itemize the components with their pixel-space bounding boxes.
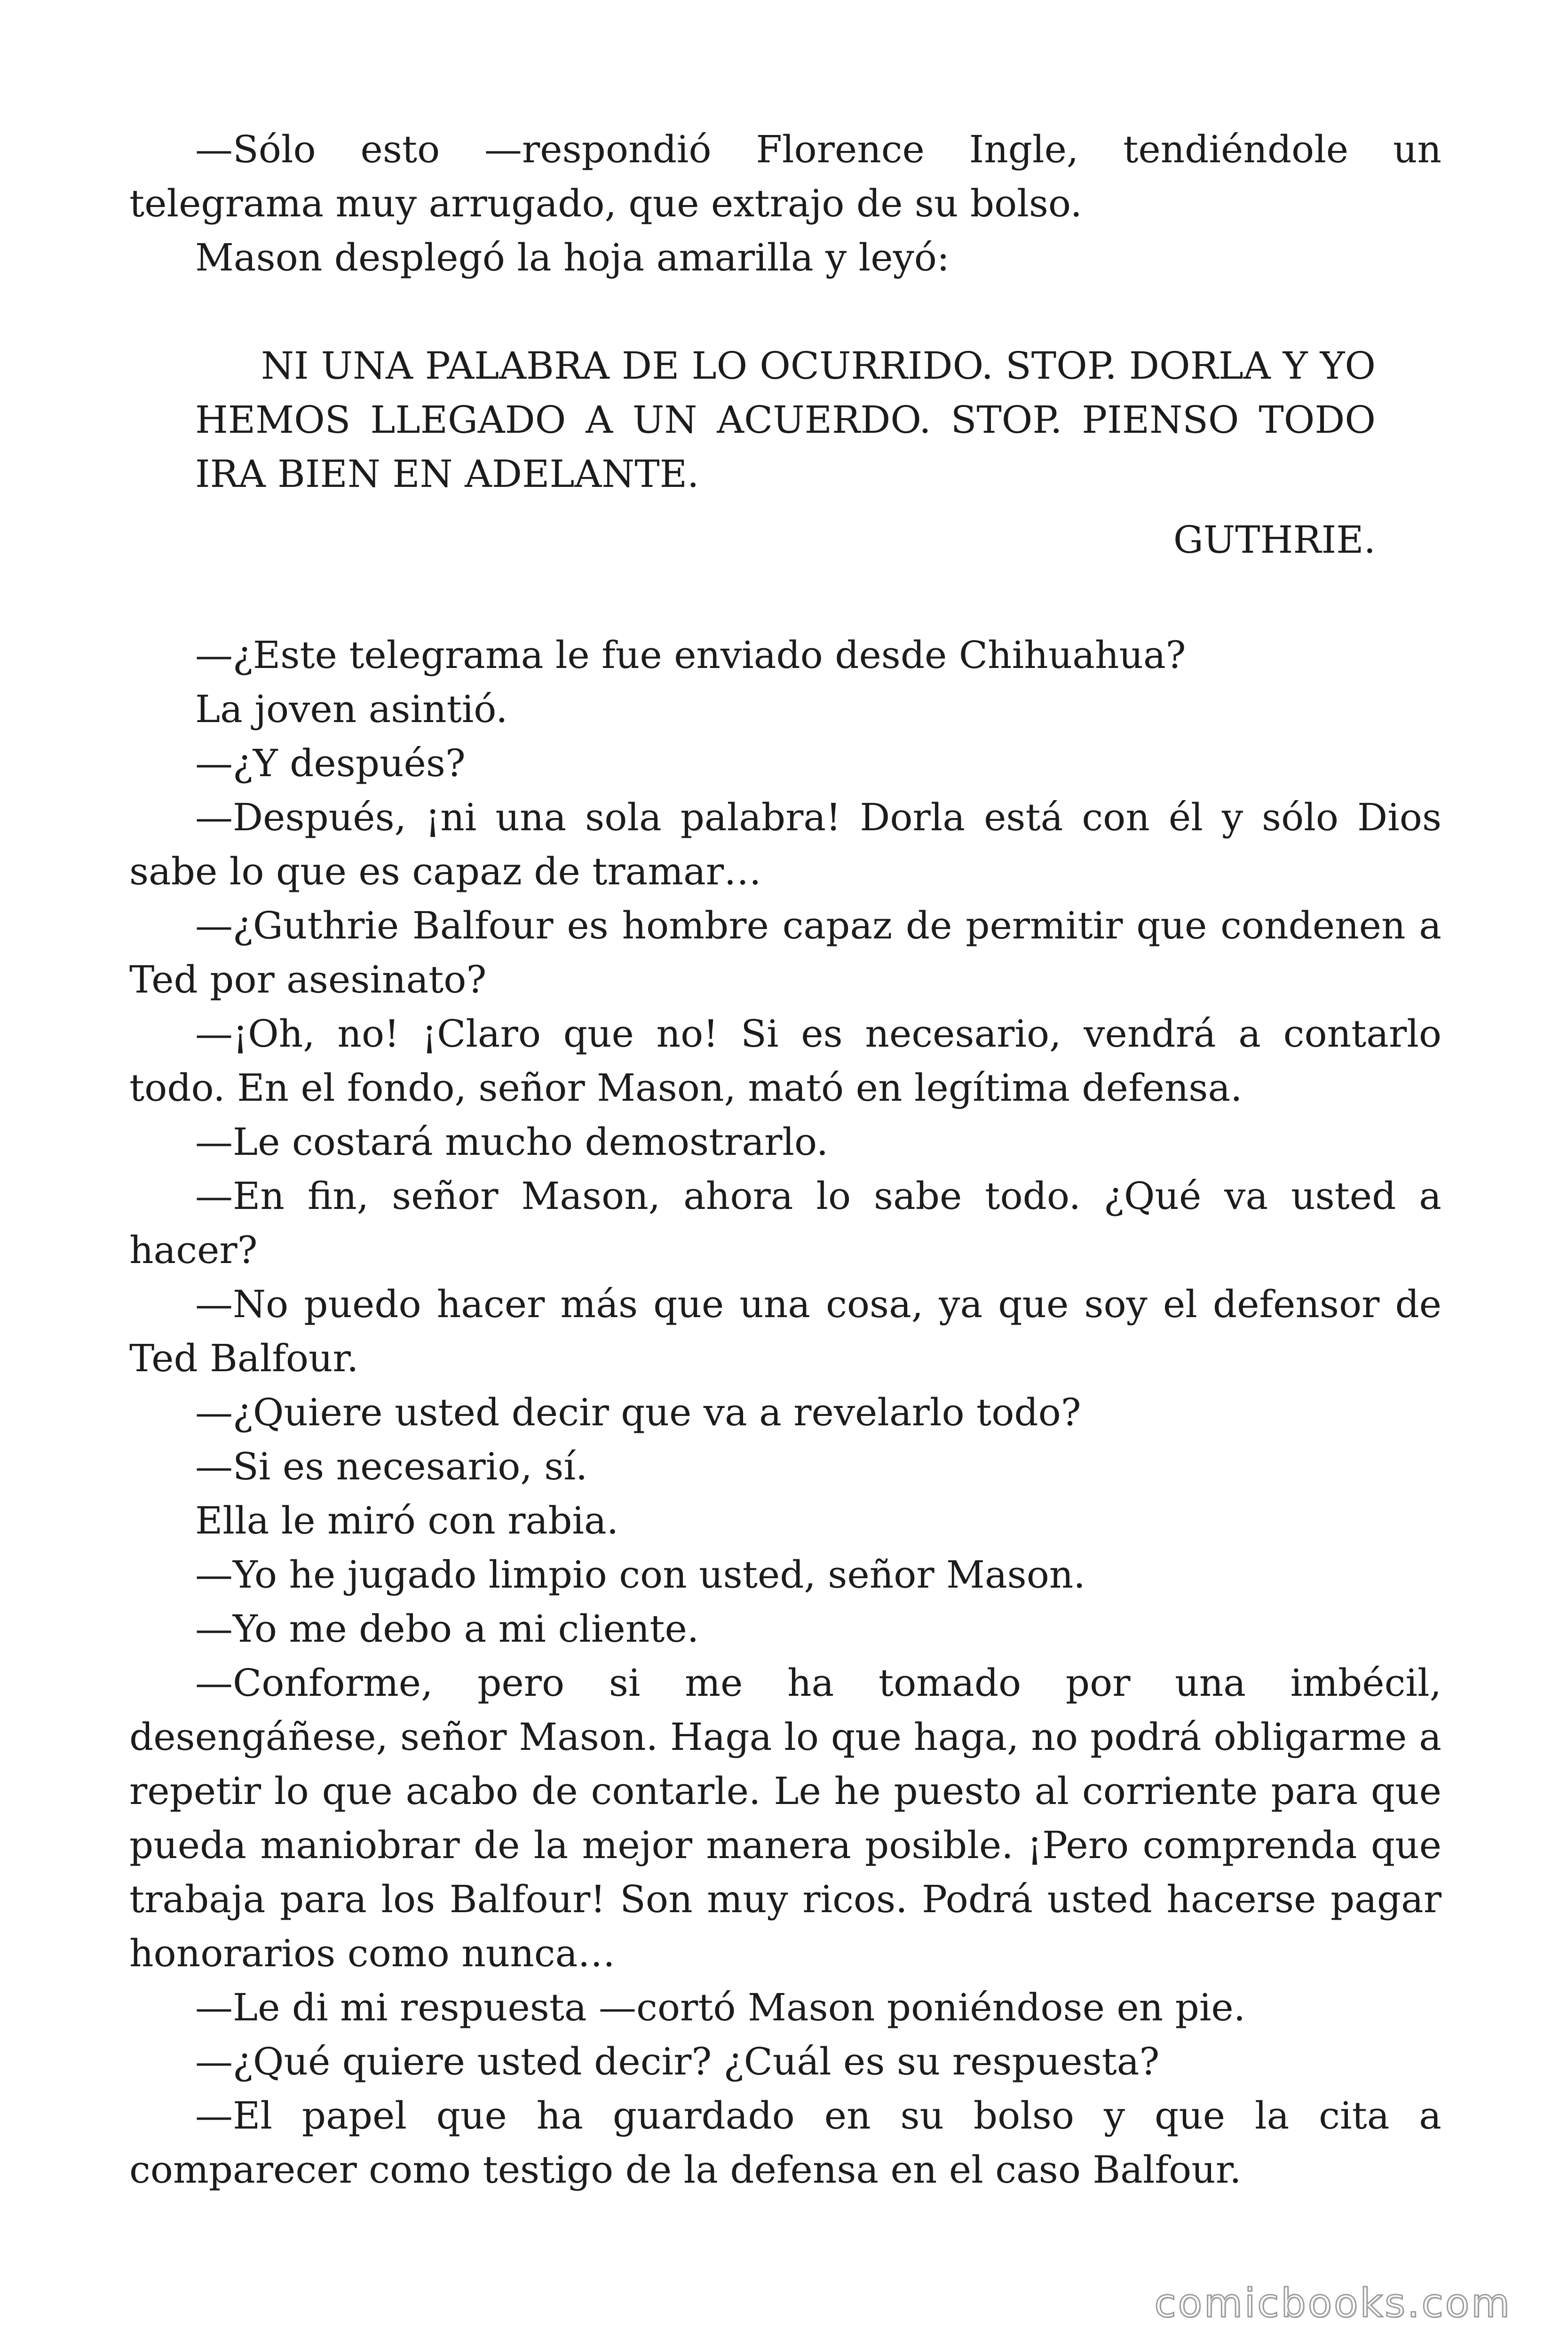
paragraph: —Le di mi respuesta —cortó Mason poniéndose en pie. xyxy=(195,1986,1246,2029)
paragraph: —Yo he jugado limpio con usted, señor Mason. xyxy=(195,1553,1085,1597)
paragraph: —¿Este telegrama le fue enviado desde Chihuahua? xyxy=(195,633,1186,677)
telegram-block xyxy=(195,339,1376,567)
paragraph: —El papel que ha guardado en su bolso y que la cita a comparecer como testigo de la defensa en el caso Balfour. xyxy=(129,2094,1441,2192)
paragraph: —No puedo hacer más que una cosa, ya que soy el defensor de Ted Balfour. xyxy=(129,1282,1441,1380)
paragraph: —Después, ¡ni una sola palabra! Dorla está con él y sólo Dios sabe lo que es capaz de tramar… xyxy=(129,795,1441,893)
paragraph: —¿Y después? xyxy=(195,741,466,785)
paragraph: —Conforme, pero si me ha tomado por una imbécil, desengáñese, señor Mason. Haga lo que haga, no podrá obligarme a repetir lo que acabo de contarle. Le he puesto al corriente para que pueda maniobrar de la mejor manera posible. ¡Pero comprenda que trabaja para los Balfour! Son muy ricos. Podrá usted hacerse pagar honorarios como nunca… xyxy=(129,1661,1441,1975)
paragraph: —En fin, señor Mason, ahora lo sabe todo. ¿Qué va usted a hacer? xyxy=(129,1174,1441,1272)
paragraph: —Yo me debo a mi cliente. xyxy=(195,1607,699,1651)
paragraph: —Le costará mucho demostrarlo. xyxy=(195,1120,829,1164)
paragraph: —¡Oh, no! ¡Claro que no! Si es necesario, vendrá a contarlo todo. En el fondo, señor Mason, mató en legítima defensa. xyxy=(129,1012,1441,1110)
dialogue-section xyxy=(129,628,1441,2197)
watermark: comicbooks.com xyxy=(1154,2280,1512,2326)
paragraph: Ella le miró con rabia. xyxy=(195,1499,619,1542)
paragraph: —¿Qué quiere usted decir? ¿Cuál es su respuesta? xyxy=(195,2040,1160,2083)
telegram-body: NI UNA PALABRA DE LO OCURRIDO. STOP. DORLA Y YO HEMOS LLEGADO A UN ACUERDO. STOP. PIENSO TODO IRA BIEN EN ADELANTE. xyxy=(195,344,1376,496)
paragraph: La joven asintió. xyxy=(195,687,508,731)
paragraph: —¿Quiere usted decir que va a revelarlo todo? xyxy=(195,1391,1081,1434)
paragraph: —Si es necesario, sí. xyxy=(195,1445,588,1488)
paragraph: —¿Guthrie Balfour es hombre capaz de permitir que condenen a Ted por asesinato? xyxy=(129,904,1441,1001)
page-body-text xyxy=(129,122,1441,2197)
telegram-signature: GUTHRIE. xyxy=(1173,518,1376,562)
paragraph: —Sólo esto —respondió Florence Ingle, tendiéndole un telegrama muy arrugado, que extrajo de su bolso. xyxy=(129,127,1441,225)
paragraph: Mason desplegó la hoja amarilla y leyó: xyxy=(195,236,950,279)
